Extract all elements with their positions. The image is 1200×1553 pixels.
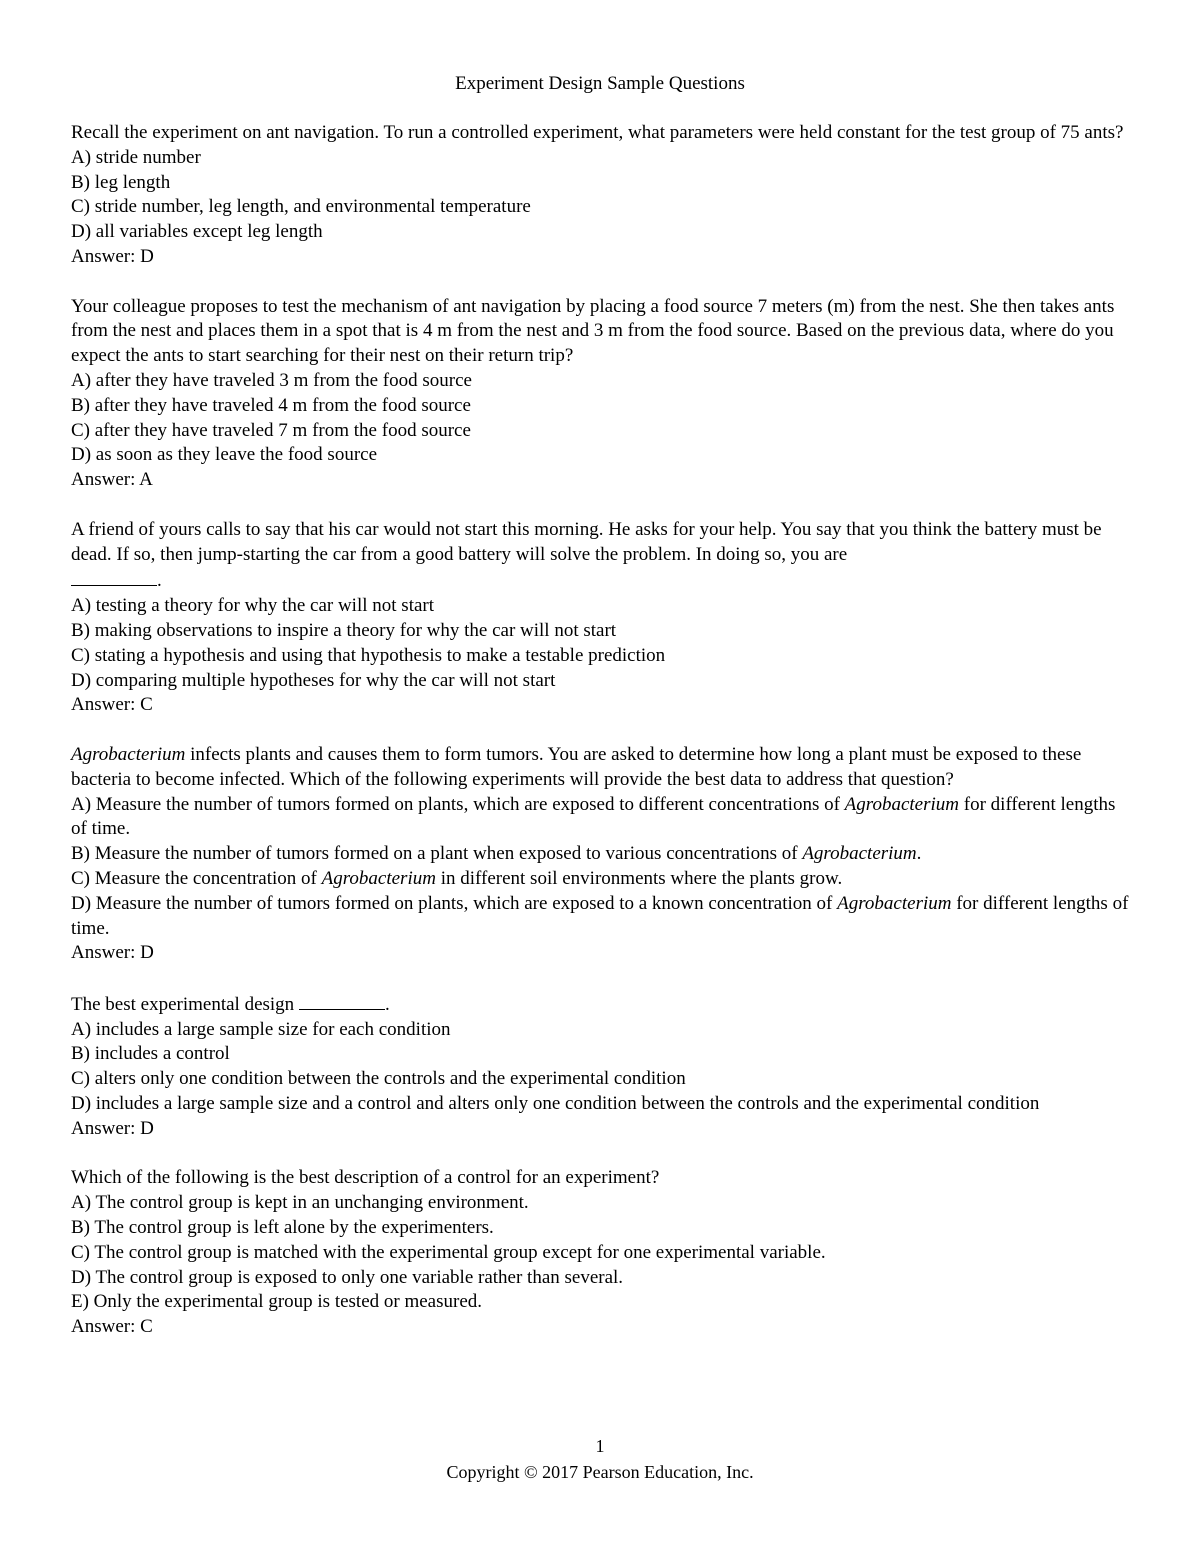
question-6-option-b: B) The control group is left alone by the experimenters. (71, 1217, 494, 1239)
question-2-option-b: B) after they have traveled 4 m from the food source (71, 394, 471, 416)
question-4-answer: Answer: D (71, 942, 154, 964)
question-1 (71, 121, 1131, 270)
question-5-option-c: C) alters only one condition between the controls and the experimental condition (71, 1068, 686, 1090)
question-1-option-c: C) stride number, leg length, and environmental temperature (71, 196, 531, 218)
document-title: Experiment Design Sample Questions (455, 73, 745, 94)
question-5 (71, 991, 1131, 1142)
question-1-option-b: B) leg length (71, 171, 171, 193)
question-6-stem: Which of the following is the best description of a control for an experiment? (71, 1167, 660, 1189)
agrobacterium-term: Agrobacterium (837, 892, 952, 914)
agrobacterium-term: Agrobacterium (802, 843, 917, 865)
question-6-answer: Answer: C (71, 1316, 153, 1338)
question-4-option-d-post: for different lengths of time. (71, 892, 1129, 939)
question-1-option-a: A) stride number (71, 146, 201, 168)
question-5-stem-text: The best experimental design (71, 993, 299, 1015)
question-3-option-c: C) stating a hypothesis and using that hypothesis to make a testable prediction (71, 644, 666, 666)
question-5-option-b: B) includes a control (71, 1043, 230, 1065)
question-5-blank (299, 991, 385, 1010)
question-3-option-b: B) making observations to inspire a theory for why the car will not start (71, 619, 617, 641)
question-6-option-c: C) The control group is matched with the experimental group except for one experimental variable. (71, 1241, 826, 1263)
question-4-option-c-post: in different soil environments where the plants grow. (435, 867, 843, 889)
question-4-option-d-pre: D) Measure the number of tumors formed on plants, which are exposed to a known concentration of (71, 892, 838, 914)
question-4 (71, 743, 1131, 966)
question-5-option-a: A) includes a large sample size for each condition (71, 1018, 451, 1040)
question-4-option-a-post: for different lengths of time. (71, 793, 1116, 840)
page-number: 1 (595, 1436, 605, 1456)
question-5-stem (71, 991, 1131, 1018)
question-6-option-d: D) The control group is exposed to only one variable rather than several. (71, 1266, 624, 1288)
question-3-blank (71, 567, 157, 586)
copyright-notice: Copyright © 2017 Pearson Education, Inc. (446, 1462, 754, 1482)
question-5-answer: Answer: D (71, 1117, 154, 1139)
question-2-stem: Your colleague proposes to test the mechanism of ant navigation by placing a food source 7 meters (m) from the nest. She then takes ants from the nest and places them in a spot that is 4 m from the nest and 3 m from the food source. Based on the previous data, where do you expect the ants to start searching for their nest on their return trip? (71, 295, 1115, 367)
question-6-option-a: A) The control group is kept in an unchanging environment. (71, 1192, 529, 1214)
question-3 (71, 518, 1131, 718)
question-3-stem-text: A friend of yours calls to say that his car would not start this morning. He asks for your help. You say that you think the battery must be dead. If so, then jump-starting the car from a good battery will solve the problem. In doing so, you are (71, 518, 1102, 565)
question-1-option-d: D) all variables except leg length (71, 221, 323, 243)
question-3-answer: Answer: C (71, 694, 153, 716)
question-4-stem (71, 743, 1131, 793)
question-3-option-d: D) comparing multiple hypotheses for why the car will not start (71, 669, 556, 691)
question-2 (71, 295, 1131, 493)
question-4-option-c (71, 867, 1131, 892)
agrobacterium-term: Agrobacterium (321, 867, 436, 889)
question-3-option-a: A) testing a theory for why the car will not start (71, 595, 435, 617)
question-4-option-a-pre: A) Measure the number of tumors formed on plants, which are exposed to different concentrations of (71, 793, 845, 815)
question-6-option-e: E) Only the experimental group is tested or measured. (71, 1291, 483, 1313)
question-2-answer: Answer: A (71, 469, 153, 491)
question-3-stem-end: . (157, 570, 162, 592)
question-5-option-d: D) includes a large sample size and a control and alters only one condition between the controls and the experimental condition (71, 1093, 1040, 1115)
agrobacterium-term: Agrobacterium (71, 743, 186, 765)
question-1-answer: Answer: D (71, 245, 154, 267)
question-4-option-b-post: . (916, 843, 922, 865)
question-2-option-c: C) after they have traveled 7 m from the food source (71, 419, 471, 441)
question-6 (71, 1166, 1131, 1340)
question-list (71, 121, 1131, 1365)
question-1-stem: Recall the experiment on ant navigation. To run a controlled experiment, what parameters were held constant for the test group of 75 ants? (71, 122, 1124, 143)
question-2-option-a: A) after they have traveled 3 m from the food source (71, 369, 472, 391)
question-5-stem-end: . (384, 993, 390, 1015)
question-4-option-b-pre: B) Measure the number of tumors formed on a plant when exposed to various concentrations of (71, 843, 803, 865)
question-4-stem-text: infects plants and causes them to form tumors. You are asked to determine how long a plant must be exposed to these bacteria to become infected. Which of the following experiments will provide the best data to address that question? (71, 743, 1082, 790)
question-2-option-d: D) as soon as they leave the food source (71, 444, 378, 466)
agrobacterium-term: Agrobacterium (844, 793, 960, 815)
question-4-option-a (71, 793, 1131, 843)
question-3-stem (71, 518, 1131, 594)
question-4-option-b (71, 842, 1131, 867)
question-4-option-c-pre: C) Measure the concentration of (71, 867, 322, 889)
question-4-option-d (71, 892, 1131, 942)
